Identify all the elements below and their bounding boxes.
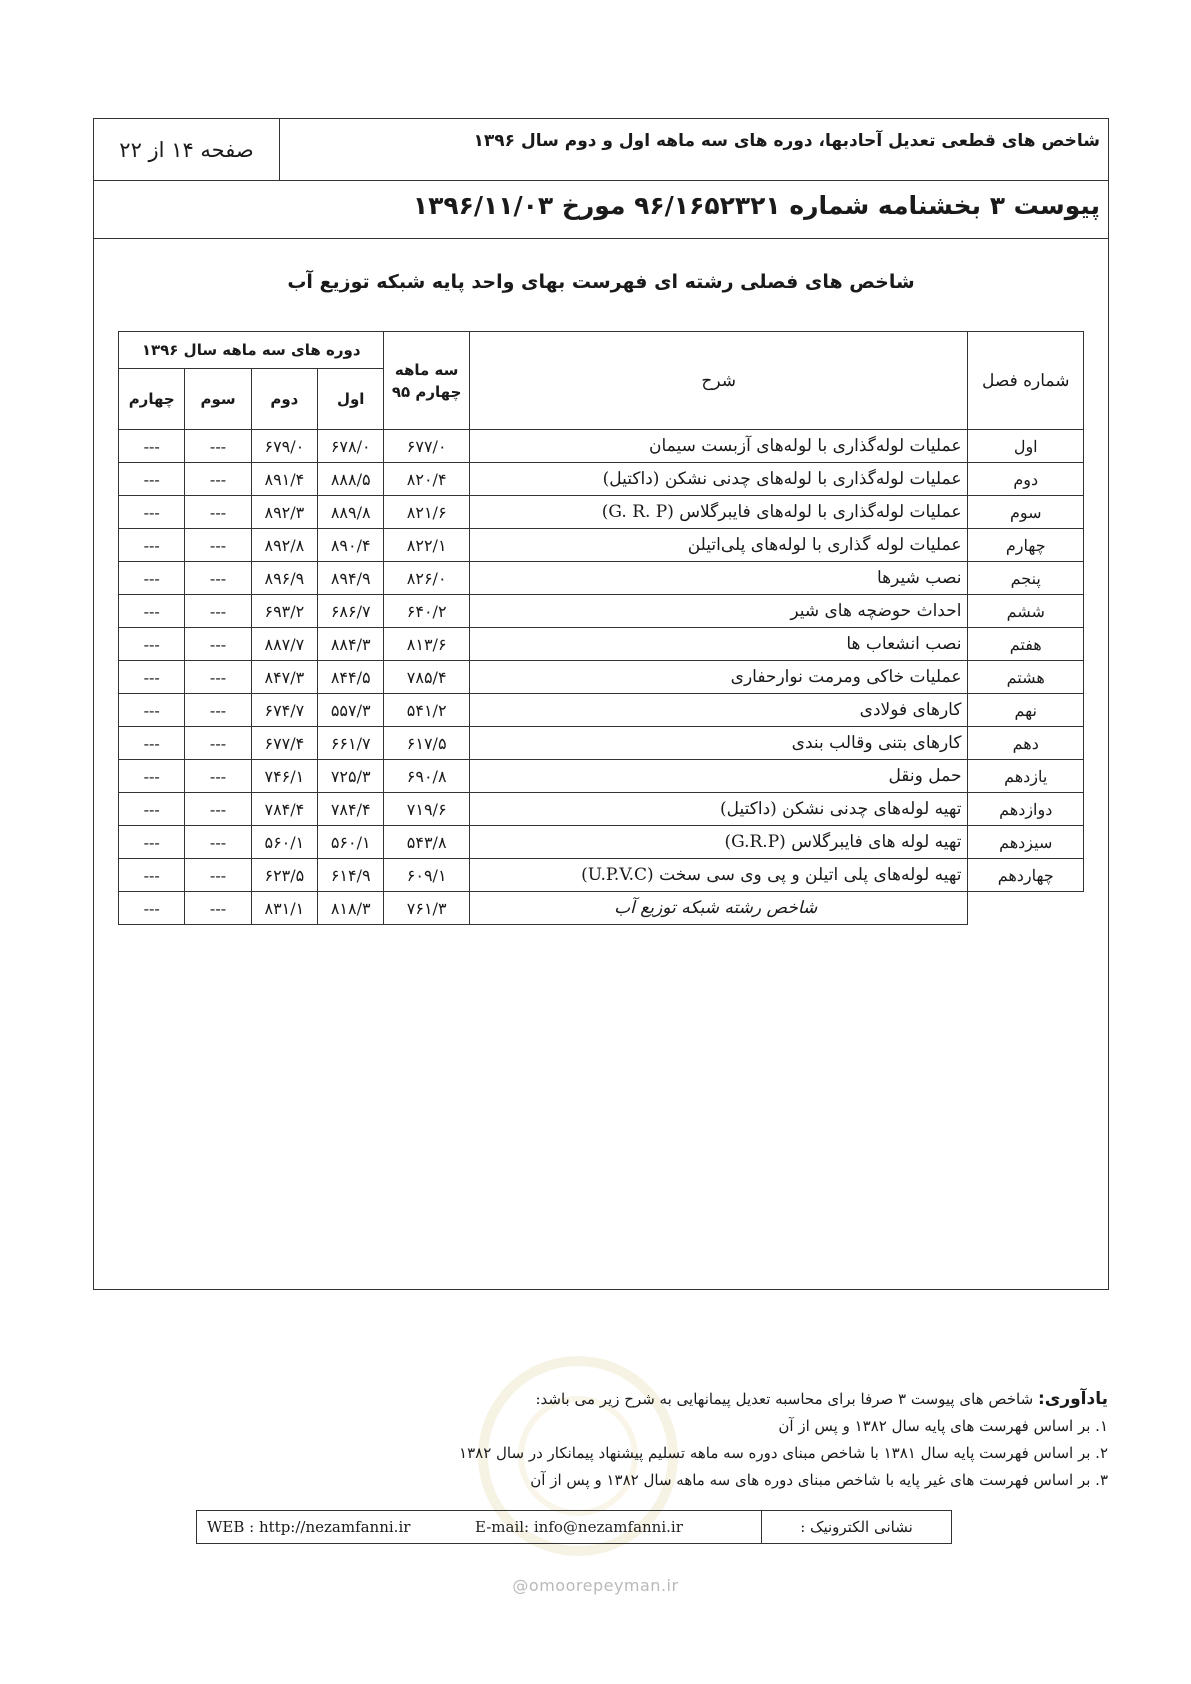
header-q4-line1: سه ماهه	[394, 360, 459, 379]
row-description: تهیه لوله‌های چدنی نشکن (داکتیل)	[469, 793, 968, 826]
table-row	[119, 727, 1084, 760]
row-first: ۶۱۴/۹	[318, 859, 384, 892]
header-description: شرح	[469, 332, 968, 430]
site-watermark: @omoorepeyman.ir	[512, 1576, 679, 1595]
row-fourth: ---	[119, 463, 185, 496]
row-third: ---	[185, 496, 251, 529]
table-row	[119, 826, 1084, 859]
row-first: ۸۸۹/۸	[318, 496, 384, 529]
row-q4: ۸۲۱/۶	[384, 496, 470, 529]
row-first: ۵۶۰/۱	[318, 826, 384, 859]
header-fourth: چهارم	[119, 369, 185, 430]
row-q4: ۵۴۱/۲	[384, 694, 470, 727]
row-first: ۶۸۶/۷	[318, 595, 384, 628]
contact-label: نشانی الکترونیک :	[761, 1511, 951, 1543]
row-third: ---	[185, 727, 251, 760]
row-second: ۸۹۲/۸	[251, 529, 317, 562]
header-q4-line2: چهارم ۹۵	[391, 382, 462, 401]
table-row	[119, 430, 1084, 463]
page-number: صفحه ۱۴ از ۲۲	[94, 119, 280, 180]
table-title: شاخص های فصلی رشته ای فهرست بهای واحد پایه شبکه توزیع آب	[287, 271, 915, 293]
row-second: ۷۸۴/۴	[251, 793, 317, 826]
row-third: ---	[185, 529, 251, 562]
header-chapter: شماره فصل	[968, 332, 1084, 430]
document-frame	[93, 118, 1109, 1290]
row-q4: ۷۸۵/۴	[384, 661, 470, 694]
row-second: ۵۶۰/۱	[251, 826, 317, 859]
table-row	[119, 595, 1084, 628]
circular-reference: پیوست ۳ بخشنامه شماره ۹۶/۱۶۵۲۳۲۱ مورخ ۱۳۹۶/۱۱/۰۳	[412, 191, 1100, 220]
row-fourth: ---	[119, 661, 185, 694]
row-third: ---	[185, 760, 251, 793]
row-chapter: دهم	[968, 727, 1084, 760]
table-row	[119, 859, 1084, 892]
row-q4: ۸۲۲/۱	[384, 529, 470, 562]
row-chapter: دوم	[968, 463, 1084, 496]
row-second: ۶۷۹/۰	[251, 430, 317, 463]
row-q4: ۶۴۰/۲	[384, 595, 470, 628]
row-third: ---	[185, 826, 251, 859]
header-period-group: دوره های سه ماهه سال ۱۳۹۶	[119, 332, 384, 369]
row-first: ۸۸۸/۵	[318, 463, 384, 496]
note-item: ۳. بر اساس فهرست های غیر پایه با شاخص مبنای دوره های سه ماهه سال ۱۳۸۲ و پس از آن	[530, 1471, 1108, 1489]
row-fourth: ---	[119, 793, 185, 826]
header-first: اول	[318, 369, 384, 430]
table-row	[119, 562, 1084, 595]
index-table	[118, 331, 1084, 925]
row-description: کارهای فولادی	[469, 694, 968, 727]
table-row	[119, 529, 1084, 562]
table-row	[119, 628, 1084, 661]
row-third: ---	[185, 793, 251, 826]
total-row	[119, 892, 1084, 925]
row-first: ۸۹۰/۴	[318, 529, 384, 562]
row-description: عملیات لوله گذاری با لوله‌های پلی‌اتیلن	[469, 529, 968, 562]
row-third: ---	[185, 628, 251, 661]
contact-web[interactable]: WEB : http://nezamfanni.ir	[207, 1518, 411, 1536]
row-chapter: چهارم	[968, 529, 1084, 562]
total-q4: ۷۶۱/۳	[384, 892, 470, 925]
row-third: ---	[185, 661, 251, 694]
row-second: ۶۷۷/۴	[251, 727, 317, 760]
row-second: ۸۴۷/۳	[251, 661, 317, 694]
row-q4: ۶۱۷/۵	[384, 727, 470, 760]
row-second: ۸۸۷/۷	[251, 628, 317, 661]
total-fourth: ---	[119, 892, 185, 925]
row-first: ۸۹۴/۹	[318, 562, 384, 595]
row-chapter: هفتم	[968, 628, 1084, 661]
subheader-row	[94, 181, 1108, 239]
row-fourth: ---	[119, 760, 185, 793]
header-row	[94, 119, 1108, 181]
notes-lead-line	[208, 1386, 1108, 1413]
row-third: ---	[185, 595, 251, 628]
row-third: ---	[185, 859, 251, 892]
row-description: نصب شیرها	[469, 562, 968, 595]
row-first: ۶۷۸/۰	[318, 430, 384, 463]
row-description: حمل ونقل	[469, 760, 968, 793]
note-item: ۱. بر اساس فهرست های پایه سال ۱۳۸۲ و پس از آن	[778, 1417, 1108, 1435]
row-description: کارهای بتنی وقالب بندی	[469, 727, 968, 760]
note-item: ۲. بر اساس فهرست پایه سال ۱۳۸۱ با شاخص مبنای دوره سه ماهه تسلیم پیشنهاد پیمانکار در سال ۱۳۸۲	[459, 1444, 1108, 1462]
row-description: احداث حوضچه های شیر	[469, 595, 968, 628]
row-fourth: ---	[119, 496, 185, 529]
contact-email[interactable]: E-mail: info@nezamfanni.ir	[475, 1518, 683, 1536]
row-third: ---	[185, 463, 251, 496]
row-chapter: سیزدهم	[968, 826, 1084, 859]
table-row	[119, 463, 1084, 496]
row-second: ۸۹۶/۹	[251, 562, 317, 595]
row-chapter: پنجم	[968, 562, 1084, 595]
row-chapter: ششم	[968, 595, 1084, 628]
row-description: تهیه لوله های فایبرگلاس (G.R.P)	[469, 826, 968, 859]
row-chapter: اول	[968, 430, 1084, 463]
row-first: ۷۸۴/۴	[318, 793, 384, 826]
row-first: ۶۶۱/۷	[318, 727, 384, 760]
row-chapter: هشتم	[968, 661, 1084, 694]
total-chapter-cell	[968, 892, 1084, 925]
row-description: عملیات لوله‌گذاری با لوله‌های فایبرگلاس (G. R. P)	[469, 496, 968, 529]
row-chapter: چهاردهم	[968, 859, 1084, 892]
row-fourth: ---	[119, 859, 185, 892]
row-fourth: ---	[119, 595, 185, 628]
row-first: ۷۲۵/۳	[318, 760, 384, 793]
table-row	[119, 760, 1084, 793]
row-fourth: ---	[119, 529, 185, 562]
document-title: شاخص های قطعی تعدیل آحادبها، دوره های سه ماهه اول و دوم سال ۱۳۹۶	[473, 131, 1100, 151]
row-second: ۸۹۱/۴	[251, 463, 317, 496]
row-fourth: ---	[119, 628, 185, 661]
row-fourth: ---	[119, 430, 185, 463]
row-q4: ۵۴۳/۸	[384, 826, 470, 859]
row-third: ---	[185, 694, 251, 727]
row-description: نصب انشعاب ها	[469, 628, 968, 661]
row-chapter: نهم	[968, 694, 1084, 727]
row-q4: ۸۱۳/۶	[384, 628, 470, 661]
row-q4: ۶۷۷/۰	[384, 430, 470, 463]
row-fourth: ---	[119, 694, 185, 727]
row-second: ۶۲۳/۵	[251, 859, 317, 892]
row-first: ۸۸۴/۳	[318, 628, 384, 661]
row-fourth: ---	[119, 727, 185, 760]
notes-lead: شاخص های پیوست ۳ صرفا برای محاسبه تعدیل پیمانهایی به شرح زیر می باشد:	[535, 1390, 1034, 1408]
total-third: ---	[185, 892, 251, 925]
row-chapter: یازدهم	[968, 760, 1084, 793]
row-first: ۸۴۴/۵	[318, 661, 384, 694]
row-second: ۷۴۶/۱	[251, 760, 317, 793]
table-row	[119, 793, 1084, 826]
row-second: ۶۹۳/۲	[251, 595, 317, 628]
contact-box	[196, 1510, 952, 1544]
row-chapter: سوم	[968, 496, 1084, 529]
table-row	[119, 496, 1084, 529]
header-second: دوم	[251, 369, 317, 430]
row-second: ۶۷۴/۷	[251, 694, 317, 727]
row-third: ---	[185, 430, 251, 463]
row-second: ۸۹۲/۳	[251, 496, 317, 529]
row-q4: ۷۱۹/۶	[384, 793, 470, 826]
row-first: ۵۵۷/۳	[318, 694, 384, 727]
reminder-notes	[208, 1386, 1108, 1494]
table-row	[119, 694, 1084, 727]
row-fourth: ---	[119, 826, 185, 859]
row-q4: ۸۲۰/۴	[384, 463, 470, 496]
row-description: عملیات لوله‌گذاری با لوله‌های چدنی نشکن (داکتیل)	[469, 463, 968, 496]
table-row	[119, 661, 1084, 694]
row-third: ---	[185, 562, 251, 595]
row-description: عملیات لوله‌گذاری با لوله‌های آزبست سیمان	[469, 430, 968, 463]
row-fourth: ---	[119, 562, 185, 595]
header-q4-95	[384, 332, 470, 430]
total-description: شاخص رشته شبکه توزیع آب	[469, 892, 968, 925]
notes-label: یادآوری:	[1037, 1389, 1108, 1409]
total-second: ۸۳۱/۱	[251, 892, 317, 925]
total-first: ۸۱۸/۳	[318, 892, 384, 925]
row-description: عملیات خاکی ومرمت نوارحفاری	[469, 661, 968, 694]
row-q4: ۸۲۶/۰	[384, 562, 470, 595]
row-q4: ۶۹۰/۸	[384, 760, 470, 793]
row-chapter: دوازدهم	[968, 793, 1084, 826]
row-description: تهیه لوله‌های پلی اتیلن و پی وی سی سخت (U.P.V.C)	[469, 859, 968, 892]
row-q4: ۶۰۹/۱	[384, 859, 470, 892]
header-third: سوم	[185, 369, 251, 430]
